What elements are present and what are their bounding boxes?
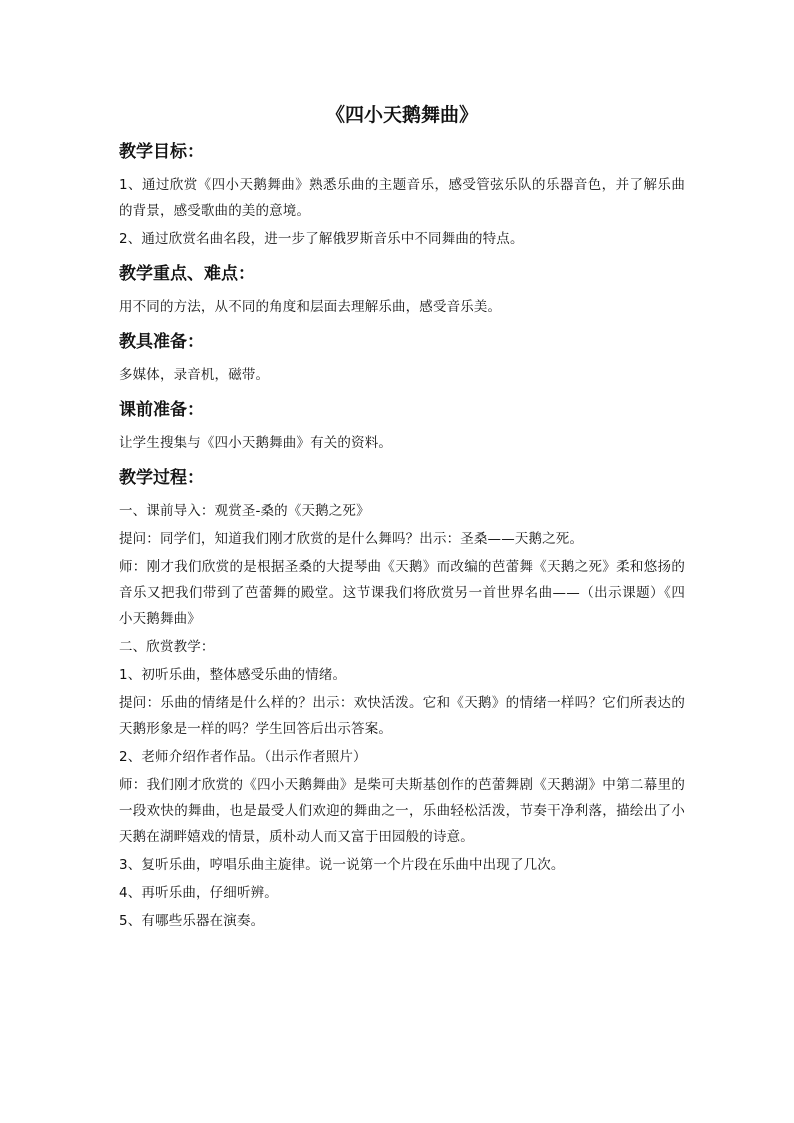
heading-key-points: 教学重点、难点： (119, 264, 255, 284)
goal-item-2: 2、通过欣赏名曲名段，进一步了解俄罗斯音乐中不同舞曲的特点。 (119, 231, 524, 247)
heading-preparation: 课前准备： (119, 400, 204, 420)
process-paragraph: 1、初听乐曲，整体感受乐曲的情绪。 (119, 667, 347, 683)
heading-teaching-process: 教学过程： (119, 468, 204, 488)
process-paragraph: 2、老师介绍作者作品。（出示作者照片） (119, 749, 367, 765)
process-paragraph: 师：刚才我们欣赏的是根据圣桑的大提琴曲《天鹅》而改编的芭蕾舞《天鹅之死》柔和悠扬的音乐又把我们带到了芭蕾舞的殿堂。这节课我们将欣赏另一首世界名曲——（出示课题）《四小天鹅舞曲》 (119, 559, 685, 627)
document-page (119, 100, 685, 934)
process-paragraph: 5、有哪些乐器在演奏。 (119, 913, 265, 929)
heading-materials: 教具准备： (119, 332, 204, 352)
process-paragraph: 3、复听乐曲，哼唱乐曲主旋律。说一说第一个片段在乐曲中出现了几次。 (119, 857, 565, 873)
goal-item-1: 1、通过欣赏《四小天鹅舞曲》熟悉乐曲的主题音乐，感受管弦乐队的乐器音色，并了解乐曲的背景，感受歌曲的美的意境。 (119, 177, 685, 219)
process-paragraph: 二、欣赏教学： (119, 639, 215, 655)
process-paragraph: 4、再听乐曲，仔细听辨。 (119, 885, 278, 901)
materials-text: 多媒体，录音机，磁带。 (119, 367, 270, 383)
preparation-text: 让学生搜集与《四小天鹅舞曲》有关的资料。 (119, 435, 392, 451)
process-paragraph: 一、课前导入：观赏圣-桑的《天鹅之死》 (119, 503, 370, 519)
heading-teaching-goals: 教学目标： (119, 142, 204, 162)
document-title: 《四小天鹅舞曲》 (325, 104, 478, 126)
process-paragraph: 提问：乐曲的情绪是什么样的？出示：欢快活泼。它和《天鹅》的情绪一样吗？它们所表达的天鹅形象是一样的吗？学生回答后出示答案。 (119, 695, 685, 737)
process-paragraph: 提问：同学们，知道我们刚才欣赏的是什么舞吗？出示：圣桑——天鹅之死。 (119, 531, 584, 547)
key-points-text: 用不同的方法，从不同的角度和层面去理解乐曲，感受音乐美。 (119, 299, 502, 315)
process-paragraph: 师：我们刚才欣赏的《四小天鹅舞曲》是柴可夫斯基创作的芭蕾舞剧《天鹅湖》中第二幕里的一段欢快的舞曲，也是最受人们欢迎的舞曲之一，乐曲轻松活泼，节奏干净利落，描绘出了小天鹅在湖畔嬉戏的情景，质朴动人而又富于田园般的诗意。 (119, 777, 685, 845)
